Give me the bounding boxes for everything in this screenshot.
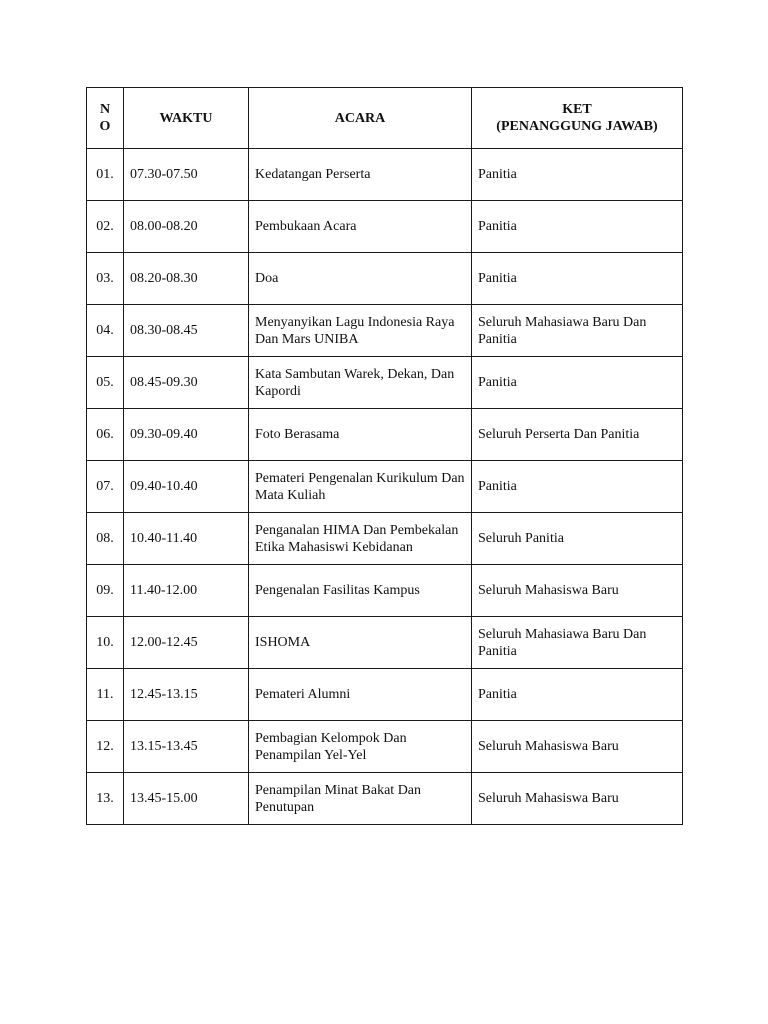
header-row xyxy=(87,88,683,149)
cell-waktu: 07.30-07.50 xyxy=(124,149,249,201)
table-row xyxy=(87,149,683,201)
table-row xyxy=(87,773,683,825)
cell-acara: Kata Sambutan Warek, Dekan, Dan Kapordi xyxy=(249,357,472,409)
cell-acara: Doa xyxy=(249,253,472,305)
table-row xyxy=(87,357,683,409)
cell-no: 09. xyxy=(87,565,124,617)
schedule-table-header xyxy=(87,88,683,149)
cell-acara: Penampilan Minat Bakat Dan Penutupan xyxy=(249,773,472,825)
cell-waktu: 13.15-13.45 xyxy=(124,721,249,773)
cell-ket: Seluruh Mahasiswa Baru xyxy=(472,721,683,773)
header-no xyxy=(87,88,124,149)
table-row xyxy=(87,669,683,721)
cell-waktu: 10.40-11.40 xyxy=(124,513,249,565)
cell-waktu: 08.30-08.45 xyxy=(124,305,249,357)
cell-acara: Pembukaan Acara xyxy=(249,201,472,253)
cell-ket: Panitia xyxy=(472,461,683,513)
cell-no: 11. xyxy=(87,669,124,721)
cell-no: 10. xyxy=(87,617,124,669)
cell-no: 13. xyxy=(87,773,124,825)
cell-ket: Panitia xyxy=(472,357,683,409)
header-waktu: WAKTU xyxy=(124,88,249,149)
header-ket xyxy=(472,88,683,149)
table-row xyxy=(87,513,683,565)
cell-ket: Panitia xyxy=(472,201,683,253)
cell-waktu: 08.45-09.30 xyxy=(124,357,249,409)
header-ket-line2: (PENANGGUNG JAWAB) xyxy=(496,119,658,134)
table-row xyxy=(87,617,683,669)
header-acara: ACARA xyxy=(249,88,472,149)
schedule-table xyxy=(86,87,683,825)
cell-waktu: 09.40-10.40 xyxy=(124,461,249,513)
cell-waktu: 13.45-15.00 xyxy=(124,773,249,825)
cell-waktu: 12.00-12.45 xyxy=(124,617,249,669)
cell-no: 07. xyxy=(87,461,124,513)
cell-ket: Seluruh Mahasiswa Baru xyxy=(472,773,683,825)
header-ket-line1: KET xyxy=(562,102,592,117)
cell-ket: Seluruh Mahasiawa Baru Dan Panitia xyxy=(472,617,683,669)
cell-ket: Panitia xyxy=(472,253,683,305)
table-row xyxy=(87,565,683,617)
cell-no: 01. xyxy=(87,149,124,201)
table-row xyxy=(87,201,683,253)
cell-ket: Seluruh Panitia xyxy=(472,513,683,565)
cell-waktu: 08.00-08.20 xyxy=(124,201,249,253)
table-row xyxy=(87,721,683,773)
cell-ket: Panitia xyxy=(472,669,683,721)
cell-acara: Pembagian Kelompok Dan Penampilan Yel-Yel xyxy=(249,721,472,773)
cell-no: 02. xyxy=(87,201,124,253)
cell-ket: Seluruh Mahasiswa Baru xyxy=(472,565,683,617)
cell-acara: ISHOMA xyxy=(249,617,472,669)
cell-acara: Foto Berasama xyxy=(249,409,472,461)
cell-waktu: 08.20-08.30 xyxy=(124,253,249,305)
cell-acara: Kedatangan Perserta xyxy=(249,149,472,201)
table-row xyxy=(87,409,683,461)
header-no-line1: N xyxy=(99,102,111,117)
cell-ket: Seluruh Mahasiawa Baru Dan Panitia xyxy=(472,305,683,357)
cell-no: 06. xyxy=(87,409,124,461)
cell-acara: Pemateri Alumni xyxy=(249,669,472,721)
cell-ket: Panitia xyxy=(472,149,683,201)
cell-waktu: 09.30-09.40 xyxy=(124,409,249,461)
cell-no: 03. xyxy=(87,253,124,305)
cell-acara: Penganalan HIMA Dan Pembekalan Etika Mahasiswi Kebidanan xyxy=(249,513,472,565)
schedule-table-body xyxy=(87,149,683,825)
header-no-line2: O xyxy=(99,119,111,134)
cell-acara: Pengenalan Fasilitas Kampus xyxy=(249,565,472,617)
cell-ket: Seluruh Perserta Dan Panitia xyxy=(472,409,683,461)
cell-waktu: 11.40-12.00 xyxy=(124,565,249,617)
cell-acara: Menyanyikan Lagu Indonesia Raya Dan Mars UNIBA xyxy=(249,305,472,357)
table-row xyxy=(87,461,683,513)
table-row xyxy=(87,253,683,305)
cell-acara: Pemateri Pengenalan Kurikulum Dan Mata Kuliah xyxy=(249,461,472,513)
cell-no: 05. xyxy=(87,357,124,409)
cell-no: 08. xyxy=(87,513,124,565)
cell-waktu: 12.45-13.15 xyxy=(124,669,249,721)
cell-no: 12. xyxy=(87,721,124,773)
table-row xyxy=(87,305,683,357)
cell-no: 04. xyxy=(87,305,124,357)
